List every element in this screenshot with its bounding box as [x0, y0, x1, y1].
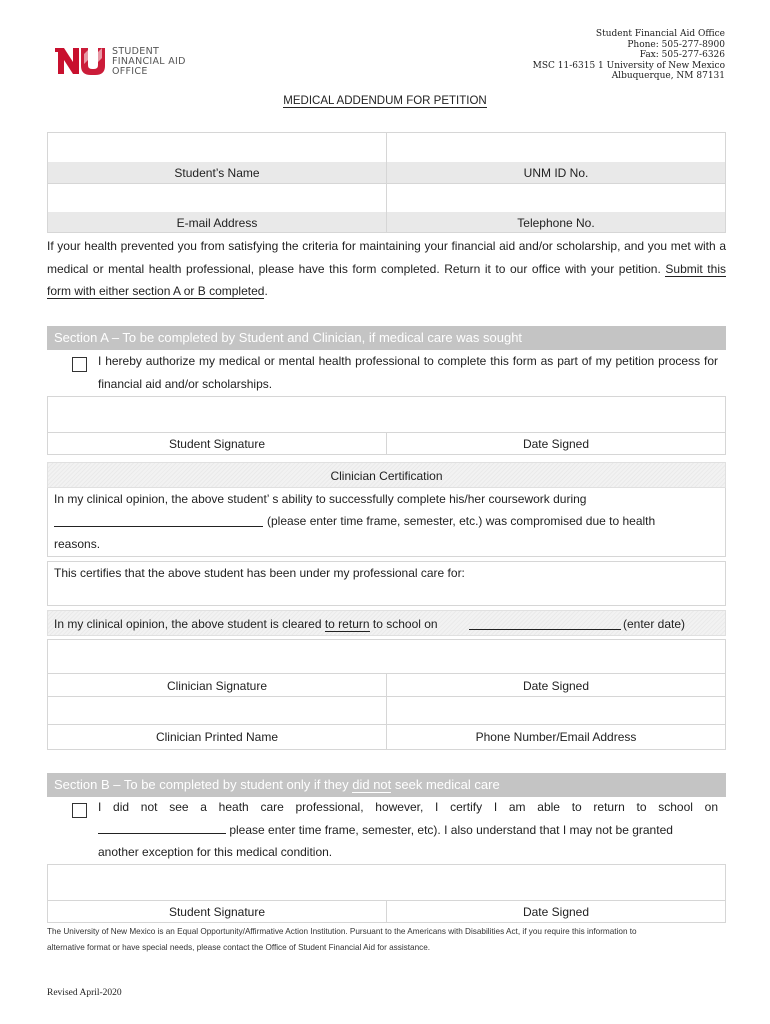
logo-wordmark [112, 47, 186, 77]
clinician-contact-field[interactable] [387, 697, 725, 724]
address-line: Fax: 505-277-6326 [639, 50, 725, 60]
logo-line: STUDENT [112, 46, 160, 57]
section-a-student-signature-table [47, 396, 726, 455]
return-date-blank[interactable] [469, 618, 621, 630]
eeo-statement: The University of New Mexico is an Equal Opportunity/Affirmative Action Institution. Pursuant to the Americans with Disabilities Act, if you require this information to alternative format or have special needs, please contact the Office of Student Financial Aid for assistance. [47, 927, 637, 952]
clinician-signature-field[interactable] [48, 640, 386, 673]
address-line: MSC 11-6315 1 University of New Mexico [532, 60, 725, 71]
address-line: Phone: 505-277-8900 [627, 39, 725, 50]
clinician-signature-table [47, 639, 726, 750]
student-info-table [47, 132, 726, 233]
opinion-line-1: In my clinical opinion, the above student’ s ability to successfully complete his/her coursework during [54, 492, 587, 506]
section-b-date-label: Date Signed [522, 905, 590, 919]
section-b-signature-table [47, 864, 726, 923]
intro-underlined: Submit this form with either section A or B completed [47, 261, 726, 298]
section-b-certify-text: I did not see a heath care professional, however, I certify I am able to return to school on please enter time frame, semester, etc). I also understand that I may not be granted another exception for this medical condition. [98, 800, 718, 859]
unm-logo [54, 44, 199, 80]
email-label: E-mail Address [176, 216, 258, 230]
student-signature-field[interactable] [48, 397, 386, 432]
section-b-date-field[interactable] [387, 865, 725, 900]
email-field[interactable] [48, 184, 386, 212]
return-term-blank[interactable] [98, 822, 226, 834]
clinician-name-label: Clinician Printed Name [155, 730, 279, 744]
unm-id-label: UNM ID No. [523, 166, 589, 180]
clinician-certification-header: Clinician Certification [47, 462, 726, 488]
clinician-date-field[interactable] [387, 640, 725, 673]
student-date-field[interactable] [387, 397, 725, 432]
unm-id-field[interactable] [387, 133, 725, 162]
address-line: Albuquerque, NM 87131 [611, 71, 725, 81]
section-b-certify-checkbox[interactable] [72, 803, 87, 818]
clinician-opinion-box [47, 488, 726, 557]
form-title: MEDICAL ADDENDUM FOR PETITION [283, 95, 487, 107]
section-b-header: Section B – To be completed by student only if they did not seek medical care [47, 773, 726, 797]
section-b-signature-label: Student Signature [168, 905, 266, 919]
opinion-line-2: (please enter time frame, semester, etc.) was compromised due to health [267, 514, 656, 528]
clinician-date-label: Date Signed [522, 679, 590, 693]
professional-care-box[interactable] [47, 561, 726, 606]
coursework-period-blank[interactable] [54, 515, 263, 527]
opinion-line-3: reasons. [54, 537, 101, 551]
date-signed-label: Date Signed [522, 437, 590, 451]
logo-line: OFFICE [112, 66, 148, 77]
cleared-row: In my clinical opinion, the above student is cleared to return to school on (enter date) [47, 610, 726, 636]
certifies-text: This certifies that the above student has been under my professional care for: [54, 566, 465, 580]
section-a-authorize-text: I hereby authorize my medical or mental health professional to complete this form as part of my petition process for financial aid and/or scholarships. [98, 354, 718, 391]
unm-logo-icon [54, 44, 108, 80]
section-a-header: Section A – To be completed by Student and Clinician, if medical care was sought [47, 326, 726, 350]
clinician-contact-label: Phone Number/Email Address [475, 730, 637, 744]
student-name-field[interactable] [48, 133, 386, 162]
telephone-field[interactable] [387, 184, 725, 212]
student-name-label: Student’s Name [174, 166, 260, 180]
enter-date-hint: (enter date) [623, 617, 686, 631]
section-b-signature-field[interactable] [48, 865, 386, 900]
office-address [533, 29, 725, 82]
intro-paragraph: If your health prevented you from satisfying the criteria for maintaining your financial aid and/or scholarship, and you met with a medical or mental health professional, please have this form completed. Return it to our office with your petition. Submit this form with either section A or B completed. [47, 239, 726, 298]
address-line: Student Financial Aid Office [595, 29, 725, 39]
revision-date: Revised April-2020 [47, 988, 122, 998]
logo-line: FINANCIAL AID [112, 56, 186, 67]
clinician-signature-label: Clinician Signature [166, 679, 268, 693]
telephone-label: Telephone No. [517, 216, 595, 230]
student-signature-label: Student Signature [168, 437, 266, 451]
clinician-name-field[interactable] [48, 697, 386, 724]
section-a-authorize-checkbox[interactable] [72, 357, 87, 372]
